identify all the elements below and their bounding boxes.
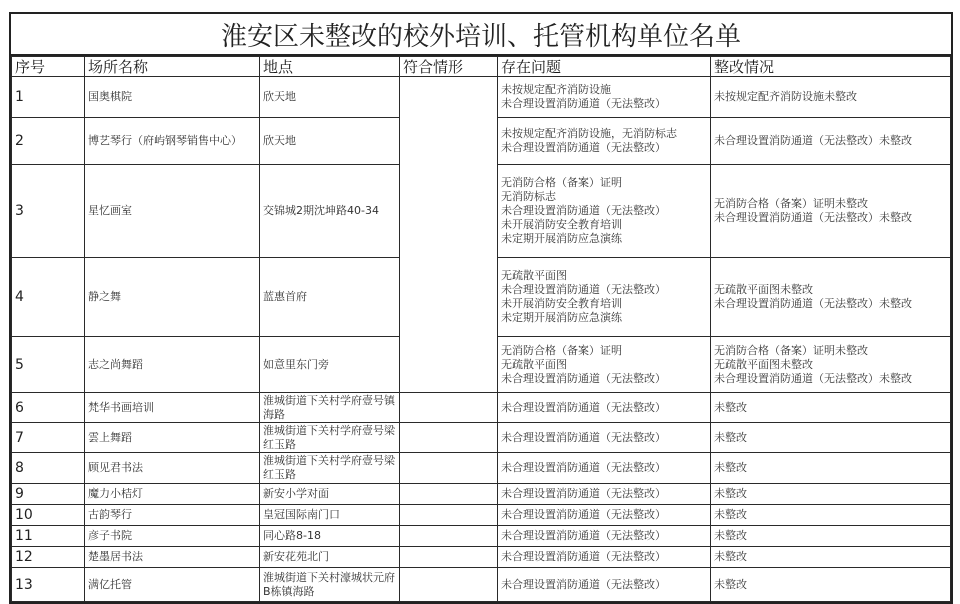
cell-name: 古韵琴行 <box>85 505 260 526</box>
cell-location: 新安小学对面 <box>260 484 400 505</box>
table-body <box>12 77 951 602</box>
cell-criteria <box>400 505 498 526</box>
cell-criteria <box>400 423 498 453</box>
issue-line: 无疏散平面图 <box>501 357 567 371</box>
cell-criteria <box>400 484 498 505</box>
cell-issues <box>498 453 711 484</box>
status-line: 未合理设置消防通道（无法整改）未整改 <box>714 371 912 385</box>
cell-location: 蓝惠首府 <box>260 258 400 337</box>
table-row <box>12 393 951 423</box>
cell-seq: 4 <box>12 258 85 337</box>
issue-line: 未合理设置消防通道（无法整改） <box>501 141 666 154</box>
header-name: 场所名称 <box>85 57 260 77</box>
issue-line: 无消防合格（备案）证明 <box>501 176 622 189</box>
cell-name: 雲上舞蹈 <box>85 423 260 453</box>
cell-name: 楚墨居书法 <box>85 547 260 568</box>
cell-seq: 5 <box>12 337 85 393</box>
cell-issues <box>498 165 711 258</box>
status-line: 无疏散平面图未整改 <box>714 357 813 371</box>
cell-name: 志之尚舞蹈 <box>85 337 260 393</box>
status-line: 无消防合格（备案）证明未整改 <box>714 197 868 210</box>
cell-status <box>711 393 951 423</box>
cell-seq: 3 <box>12 165 85 258</box>
issue-line: 未合理设置消防通道（无法整改） <box>501 529 666 542</box>
cell-issues <box>498 118 711 165</box>
cell-location: 同心路8-18 <box>260 526 400 547</box>
cell-issues <box>498 568 711 602</box>
cell-issues <box>498 423 711 453</box>
cell-name: 星忆画室 <box>85 165 260 258</box>
cell-seq: 6 <box>12 393 85 423</box>
issue-line: 未合理设置消防通道（无法整改） <box>501 550 666 563</box>
cell-issues <box>498 77 711 118</box>
cell-status <box>711 337 951 393</box>
issue-line: 未按规定配齐消防设施，无消防标志 <box>501 127 677 140</box>
cell-criteria <box>400 77 498 393</box>
status-line: 未整改 <box>714 577 747 591</box>
cell-name: 静之舞 <box>85 258 260 337</box>
cell-location: 淮城街道下关村学府壹号梁红玉路 <box>260 423 400 453</box>
header-status: 整改情况 <box>711 57 951 77</box>
cell-criteria <box>400 547 498 568</box>
table-row <box>12 453 951 484</box>
status-line: 未整改 <box>714 400 747 414</box>
status-line: 未整改 <box>714 461 747 474</box>
cell-criteria <box>400 393 498 423</box>
cell-seq: 7 <box>12 423 85 453</box>
status-line: 未整改 <box>714 550 747 563</box>
cell-name: 梵华书画培训 <box>85 393 260 423</box>
cell-criteria <box>400 526 498 547</box>
status-line: 未合理设置消防通道（无法整改）未整改 <box>714 211 912 224</box>
cell-status <box>711 484 951 505</box>
status-line: 无疏散平面图未整改 <box>714 283 813 296</box>
issue-line: 未合理设置消防通道（无法整改） <box>501 204 666 217</box>
issue-line: 未合理设置消防通道（无法整改） <box>501 508 666 521</box>
cell-location: 如意里东门旁 <box>260 337 400 393</box>
cell-status <box>711 547 951 568</box>
cell-issues <box>498 547 711 568</box>
table-row <box>12 77 951 118</box>
cell-name: 满亿托管 <box>85 568 260 602</box>
issue-line: 未合理设置消防通道（无法整改） <box>501 97 666 110</box>
cell-name: 彦子书院 <box>85 526 260 547</box>
cell-seq: 13 <box>12 568 85 602</box>
header-seq: 序号 <box>12 57 85 77</box>
cell-criteria <box>400 568 498 602</box>
cell-seq: 11 <box>12 526 85 547</box>
status-line: 未按规定配齐消防设施未整改 <box>714 90 857 103</box>
issue-line: 未合理设置消防通道（无法整改） <box>501 430 666 444</box>
cell-name: 博艺琴行（府屿钢琴销售中心） <box>85 118 260 165</box>
cell-status <box>711 568 951 602</box>
cell-status <box>711 505 951 526</box>
cell-seq: 12 <box>12 547 85 568</box>
cell-location: 欣天地 <box>260 118 400 165</box>
cell-status <box>711 77 951 118</box>
cell-status <box>711 526 951 547</box>
cell-status <box>711 423 951 453</box>
table-row <box>12 505 951 526</box>
issue-line: 未合理设置消防通道（无法整改） <box>501 487 666 500</box>
cell-status <box>711 258 951 337</box>
issue-line: 未合理设置消防通道（无法整改） <box>501 461 666 474</box>
header-criteria: 符合情形 <box>400 57 498 77</box>
cell-seq: 8 <box>12 453 85 484</box>
issue-line: 未开展消防安全教育培训 <box>501 218 622 231</box>
cell-location: 新安花苑北门 <box>260 547 400 568</box>
cell-seq: 10 <box>12 505 85 526</box>
cell-issues <box>498 393 711 423</box>
status-line: 未合理设置消防通道（无法整改）未整改 <box>714 297 912 310</box>
issue-line: 未合理设置消防通道（无法整改） <box>501 283 666 296</box>
cell-location: 淮城街道下关村学府壹号镇海路 <box>260 393 400 423</box>
cell-issues <box>498 505 711 526</box>
cell-location: 交锦城2期沈坤路40-34 <box>260 165 400 258</box>
cell-issues <box>498 258 711 337</box>
issue-line: 未定期开展消防应急演练 <box>501 232 622 245</box>
document-sheet <box>9 12 953 604</box>
issue-line: 未合理设置消防通道（无法整改） <box>501 371 666 385</box>
status-line: 未整改 <box>714 529 747 542</box>
status-line: 未整改 <box>714 508 747 521</box>
institution-table <box>11 56 951 602</box>
cell-name: 顾见君书法 <box>85 453 260 484</box>
cell-location: 皇冠国际南门口 <box>260 505 400 526</box>
issue-line: 未开展消防安全教育培训 <box>501 297 622 310</box>
cell-seq: 9 <box>12 484 85 505</box>
status-line: 未合理设置消防通道（无法整改）未整改 <box>714 134 912 147</box>
table-header-row <box>12 57 951 77</box>
table-row <box>12 547 951 568</box>
issue-line: 未合理设置消防通道（无法整改） <box>501 577 666 591</box>
cell-seq: 2 <box>12 118 85 165</box>
table-row <box>12 423 951 453</box>
cell-status <box>711 453 951 484</box>
issue-line: 未定期开展消防应急演练 <box>501 311 622 324</box>
header-location: 地点 <box>260 57 400 77</box>
issue-line: 无消防合格（备案）证明 <box>501 343 622 357</box>
status-line: 未整改 <box>714 430 747 444</box>
cell-name: 魔力小桔灯 <box>85 484 260 505</box>
table-row <box>12 484 951 505</box>
cell-criteria <box>400 453 498 484</box>
cell-location: 欣天地 <box>260 77 400 118</box>
cell-location: 淮城街道下关村学府壹号梁红玉路 <box>260 453 400 484</box>
issue-line: 未合理设置消防通道（无法整改） <box>501 400 666 414</box>
issue-line: 未按规定配齐消防设施 <box>501 83 611 96</box>
status-line: 无消防合格（备案）证明未整改 <box>714 343 868 357</box>
status-line: 未整改 <box>714 487 747 500</box>
cell-issues <box>498 337 711 393</box>
issue-line: 无疏散平面图 <box>501 269 567 282</box>
table-row <box>12 568 951 602</box>
cell-issues <box>498 526 711 547</box>
cell-seq: 1 <box>12 77 85 118</box>
cell-location: 淮城街道下关村濠城状元府B栋镇海路 <box>260 568 400 602</box>
issue-line: 无消防标志 <box>501 190 556 203</box>
header-issues: 存在问题 <box>498 57 711 77</box>
cell-name: 国奥棋院 <box>85 77 260 118</box>
cell-issues <box>498 484 711 505</box>
cell-status <box>711 118 951 165</box>
document-title: 淮安区未整改的校外培训、托管机构单位名单 <box>11 14 951 56</box>
table-row <box>12 526 951 547</box>
cell-status <box>711 165 951 258</box>
